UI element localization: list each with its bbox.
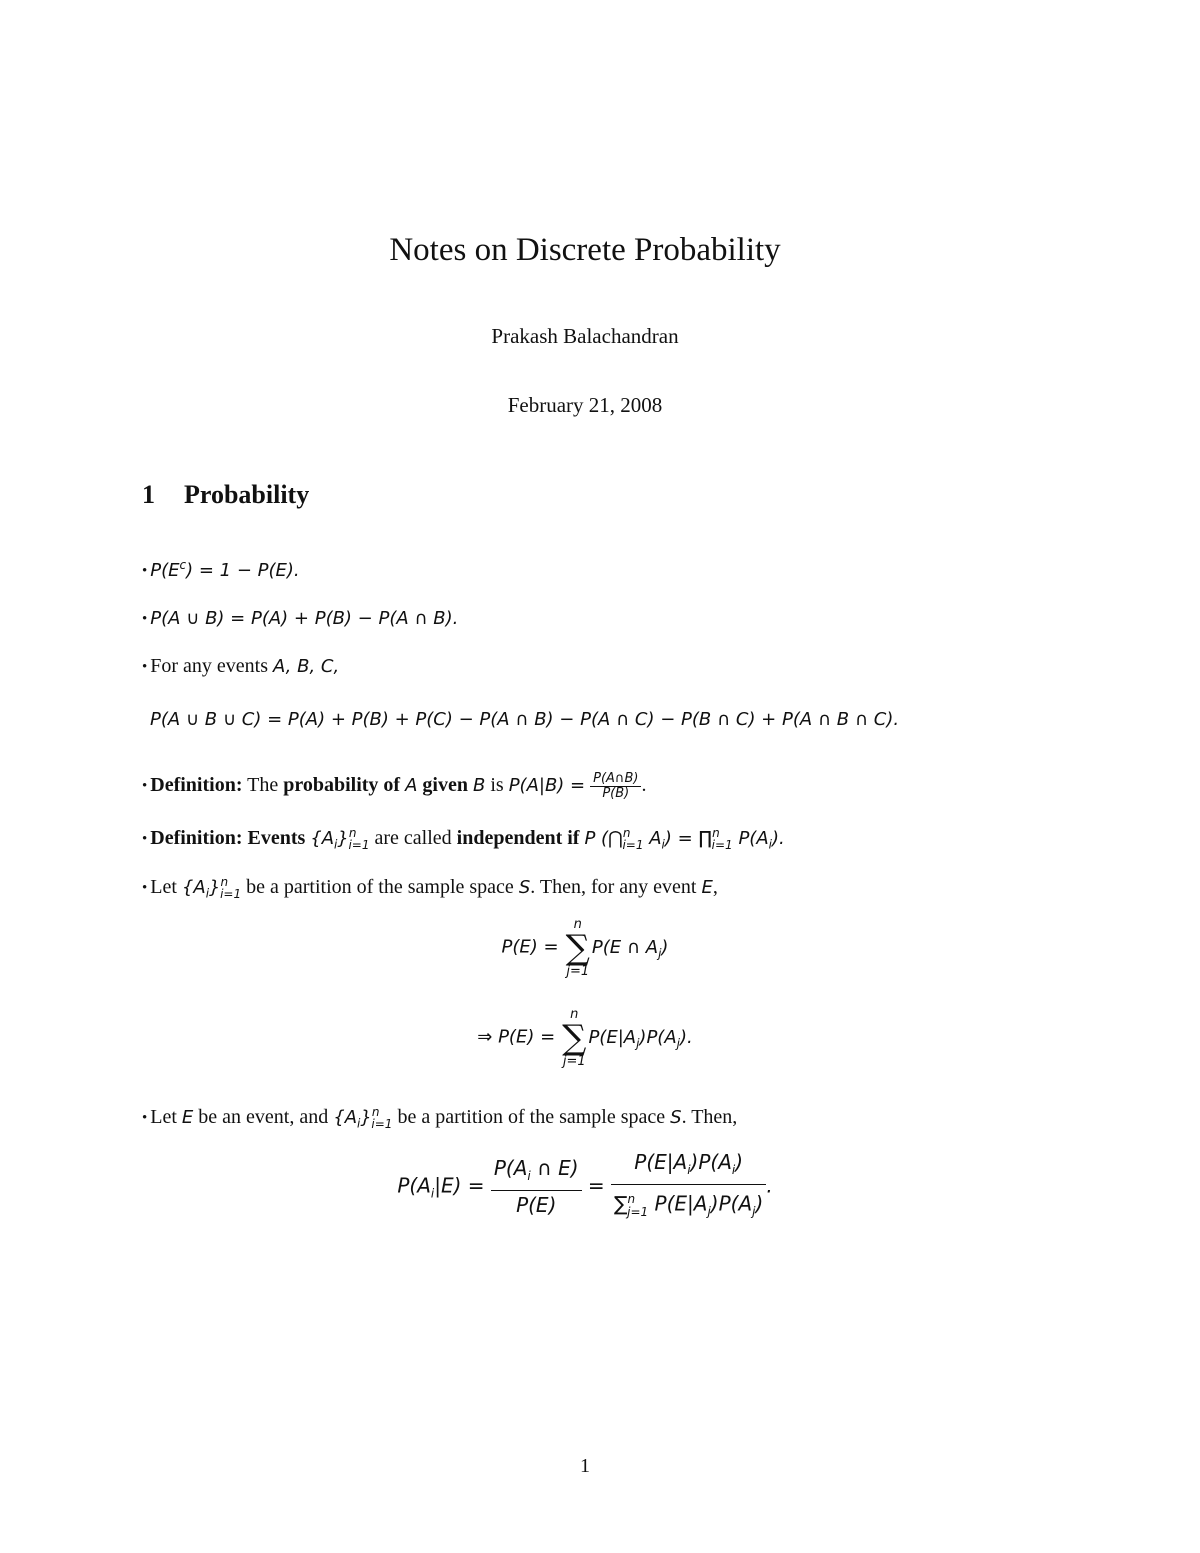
three-events-vars: A, B, C, bbox=[273, 656, 340, 677]
section-number: 1 bbox=[142, 480, 155, 509]
section-title: Probability bbox=[184, 480, 310, 509]
bullet-complement bbox=[142, 558, 300, 582]
bayes-formula: $P(A_i|E)$ = $\frac{P(A_i \cap E)}{P(E)}$ = $\frac{P(E|A_i)P(A_i)}{\sum^n_{j=1} P(E|A_j)P(A_j)}$ . bbox=[0, 1148, 1170, 1226]
independence-formula: P (⋂$^n_{i=1}$ $A_i$) = ∏$^n_{i=1}$ $P(A_i)$. bbox=[584, 826, 785, 852]
author-name: Prakash Balachandran bbox=[491, 324, 679, 348]
bullet-conditional: • Definition: The probability of A given B is P(A|B) = $\frac{P(A\cap B)}{P(B)}$ . bbox=[142, 771, 647, 801]
event-set: $\{A_i\}^n_{i=1}$ bbox=[333, 1105, 393, 1131]
sum-symbol: n ∑ j=1 bbox=[565, 917, 590, 979]
complement-formula: $P(E^c) = 1 - P(E)$. bbox=[150, 558, 300, 581]
three-events-text: For any events bbox=[150, 655, 274, 677]
union-formula: P(A ∪ B) = P(A) + P(B) − P(A ∩ B). bbox=[150, 608, 459, 629]
conditional-fraction: $\frac{P(A\cap B)}{P(B)}$ bbox=[590, 772, 641, 801]
paper-date: February 21, 2008 bbox=[507, 393, 663, 417]
bullet-mark: • bbox=[142, 831, 148, 847]
bullet-mark: • bbox=[142, 880, 148, 896]
paper-title: Notes on Discrete Probability bbox=[389, 232, 781, 268]
bullet-mark: • bbox=[142, 611, 148, 627]
event-set: $\{A_i\}^n_{i=1}$ bbox=[181, 875, 242, 901]
bullet-mark: • bbox=[142, 659, 148, 675]
bullet-union bbox=[142, 607, 458, 630]
section-heading bbox=[142, 480, 309, 510]
event-set: $\{A_i\}^n_{i=1}$ bbox=[310, 826, 370, 852]
definition-label: Definition: bbox=[150, 774, 243, 797]
sum-symbol: n ∑ j=1 bbox=[562, 1007, 587, 1069]
bullet-independence: • Definition: Events $\{A_i\}^n_{i=1}$ are called independent if P (⋂$^n_{i=1}$ $A_i$) = ∏$^n_{i=1}$ $P(A_i)$. bbox=[142, 826, 785, 852]
bayes-fraction-1: $\frac{P(A_i \cap E)}{P(E)}$ bbox=[491, 1154, 582, 1219]
definition-label: Definition: bbox=[150, 827, 243, 849]
bullet-mark: • bbox=[142, 563, 148, 579]
bullet-bayes: • Let E be an event, and $\{A_i\}^n_{i=1}$ be a partition of the sample space S. Then, bbox=[142, 1105, 738, 1131]
total-probability-conditional-formula: ⇒ P(E) = n ∑ j=1 $P(E|A_j)P(A_j)$. bbox=[477, 1007, 693, 1069]
bayes-fraction-2: $\frac{P(E|A_i)P(A_i)}{\sum^n_{j=1} P(E|A_j)P(A_j)}$ bbox=[611, 1148, 766, 1226]
page-number: 1 bbox=[580, 1455, 590, 1477]
bullet-mark: • bbox=[142, 1110, 148, 1126]
bullet-mark: • bbox=[142, 778, 148, 795]
inclusion-exclusion-formula: P(A ∪ B ∪ C) = P(A) + P(B) + P(C) − P(A ∩ B) − P(A ∩ C) − P(B ∩ C) + P(A ∩ B ∩ C). bbox=[150, 709, 900, 730]
bullet-partition: • Let $\{A_i\}^n_{i=1}$ be a partition of the sample space S. Then, for any event E, bbox=[142, 875, 718, 901]
conditional-formula: P(A|B) = bbox=[508, 775, 586, 797]
total-probability-formula: P(E) = n ∑ j=1 P(E ∩ $A_j$) bbox=[501, 917, 669, 979]
bullet-three-events bbox=[142, 655, 339, 678]
